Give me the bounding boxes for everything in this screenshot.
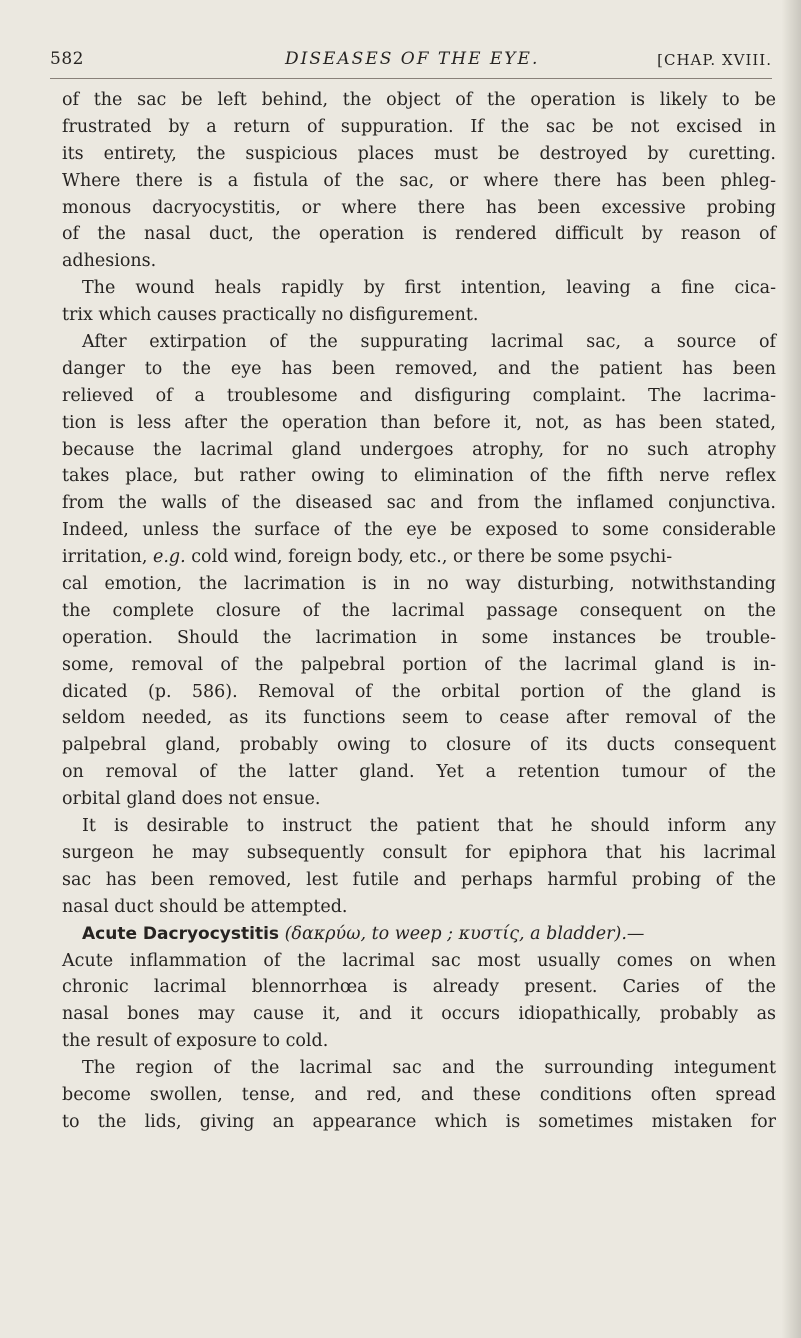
section-heading-line <box>62 921 776 948</box>
text-line: dicated (p. 586). Removal of the orbital portion of the gland is <box>62 681 776 702</box>
text-line: because the lacrimal gland undergoes atrophy, for no such atrophy <box>62 439 776 460</box>
text-line: of the sac be left behind, the object of the operation is likely to be <box>62 90 776 110</box>
text-line: of the nasal duct, the operation is rendered difficult by reason of <box>62 224 776 245</box>
paragraph-start-line: The region of the lacrimal sac and the surrounding integument <box>82 1058 776 1079</box>
text-line <box>62 544 776 571</box>
text-line: surgeon he may subsequently consult for epiphora that his lacrimal <box>62 842 776 863</box>
paragraph-start-line: After extirpation of the suppurating lacrimal sac, a source of <box>82 332 776 353</box>
text-line: Acute inflammation of the lacrimal sac most usually comes on when <box>62 950 776 971</box>
text-line: seldom needed, as its functions seem to cease after removal of the <box>62 708 776 729</box>
text-run: cold wind, foreign body, etc., or there be some psychi- <box>191 547 673 568</box>
text-line: orbital gland does not ensue. <box>62 789 321 810</box>
text-line: its entirety, the suspicious places must be destroyed by curetting. <box>62 143 776 164</box>
running-title: DISEASES OF THE EYE. <box>285 49 540 69</box>
text-line: from the walls of the diseased sac and from the inflamed conjunctiva. <box>62 493 776 514</box>
text-line: on removal of the latter gland. Yet a retention tumour of the <box>62 762 776 783</box>
text-line: palpebral gland, probably owing to closure of its ducts consequent <box>62 735 776 756</box>
text-line: the complete closure of the lacrimal passage consequent on the <box>62 600 776 621</box>
body-text <box>62 87 776 1136</box>
page-number: 582 <box>50 49 84 69</box>
text-line: sac has been removed, lest futile and perhaps harmful probing of the <box>62 869 776 890</box>
text-line: chronic lacrimal blennorrhœa is already present. Caries of the <box>62 977 776 998</box>
header-rule <box>50 78 772 79</box>
text-line: become swollen, tense, and red, and these conditions often spread <box>62 1084 776 1105</box>
text-line: frustrated by a return of suppuration. If the sac be not excised in <box>62 116 776 137</box>
section-heading: Acute Dacryocystitis <box>82 923 280 944</box>
text-line: some, removal of the palpebral portion of the lacrimal gland is in- <box>62 654 776 675</box>
paragraph-start-line: The wound heals rapidly by first intention, leaving a fine cica- <box>82 278 776 299</box>
chapter-reference: [CHAP. XVIII. <box>657 51 772 69</box>
text-line: relieved of a troublesome and disfiguring complaint. The lacrima- <box>62 385 776 406</box>
text-line: nasal duct should be attempted. <box>62 896 348 917</box>
etymology: (δακρύω, to weep ; κυστίς, a bladder).— <box>284 923 645 944</box>
text-line: tion is less after the operation than before it, not, as has been stated, <box>62 412 776 433</box>
text-line: Indeed, unless the surface of the eye be exposed to some considerable <box>62 520 776 541</box>
page-edge-shadow <box>781 0 801 1338</box>
text-line: trix which causes practically no disfigurement. <box>62 305 479 326</box>
text-line: the result of exposure to cold. <box>62 1031 329 1052</box>
text-line: monous dacryocystitis, or where there has been excessive probing <box>62 197 776 218</box>
text-line: adhesions. <box>62 251 157 272</box>
text-line: takes place, but rather owing to elimination of the fifth nerve reflex <box>62 466 776 487</box>
running-header <box>50 49 772 77</box>
text-line: to the lids, giving an appearance which is sometimes mistaken for <box>62 1111 776 1132</box>
text-line: operation. Should the lacrimation in some instances be trouble- <box>62 627 776 648</box>
text-line: cal emotion, the lacrimation is in no way disturbing, notwithstanding <box>62 574 776 595</box>
paragraph-start-line: It is desirable to instruct the patient that he should inform any <box>82 816 776 837</box>
text-line: danger to the eye has been removed, and the patient has been <box>62 358 776 379</box>
italic-abbreviation: e.g. <box>152 547 186 568</box>
text-run: irritation, <box>62 547 148 568</box>
text-line: Where there is a fistula of the sac, or where there has been phleg- <box>62 170 776 191</box>
text-line: nasal bones may cause it, and it occurs idiopathically, probably as <box>62 1004 776 1025</box>
